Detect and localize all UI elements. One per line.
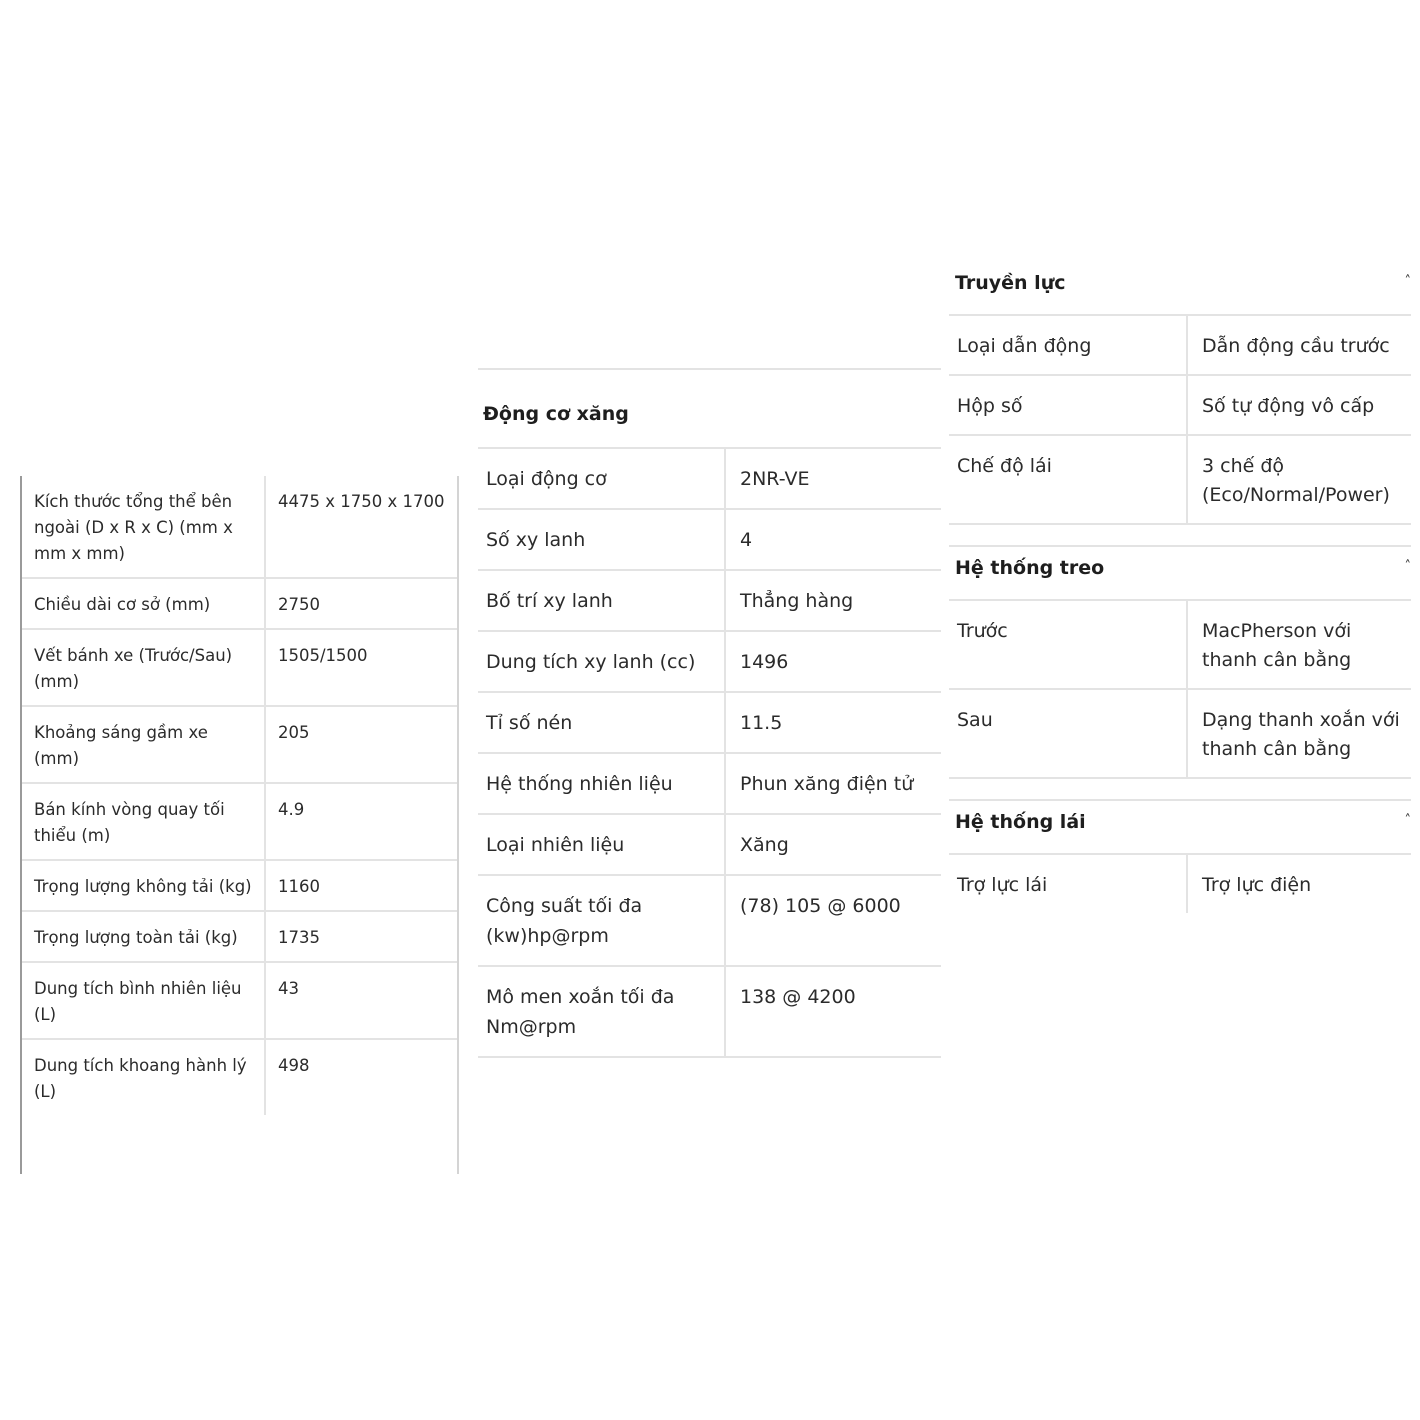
chevron-up-icon[interactable]: ˄ — [1404, 274, 1411, 289]
table-row — [22, 911, 457, 962]
table-row — [22, 476, 457, 578]
chevron-up-icon[interactable]: ˄ — [1404, 559, 1411, 574]
transmission-section — [949, 262, 1411, 525]
section-title-steering: Hệ thống lái — [955, 811, 1086, 833]
table-row — [478, 631, 941, 692]
table-row — [22, 1039, 457, 1115]
spec-value: 2NR-VE — [725, 449, 941, 509]
table-row — [22, 962, 457, 1039]
spec-value: 3 chế độ (Eco/Normal/Power) — [1187, 435, 1411, 524]
table-row — [949, 601, 1411, 689]
table-row — [949, 316, 1411, 375]
section-title-engine[interactable]: Động cơ xăng — [478, 370, 941, 449]
spec-label: Số xy lanh — [478, 509, 725, 570]
steering-section — [949, 801, 1411, 913]
spec-label: Loại động cơ — [478, 449, 725, 509]
spec-label: Bố trí xy lanh — [478, 570, 725, 631]
chevron-up-icon[interactable]: ˄ — [1404, 813, 1411, 828]
spec-label: Tỉ số nén — [478, 692, 725, 753]
spec-label: Trọng lượng toàn tải (kg) — [22, 911, 265, 962]
table-row — [949, 435, 1411, 524]
section-header-suspension[interactable] — [949, 547, 1411, 601]
spec-value: Trợ lực điện — [1202, 874, 1312, 896]
spec-label: Hộp số — [949, 375, 1187, 435]
steering-table — [949, 855, 1411, 913]
spec-value: 1735 — [265, 911, 457, 962]
table-row — [478, 753, 941, 814]
spec-label: Trước — [949, 601, 1187, 689]
table-row — [478, 692, 941, 753]
spec-value: Dẫn động cầu trước — [1187, 316, 1411, 375]
spec-value: Thẳng hàng — [725, 570, 941, 631]
spec-value: 138 @ 4200 — [725, 966, 941, 1057]
spec-value: 4.9 — [265, 783, 457, 860]
table-row — [478, 509, 941, 570]
table-row — [478, 875, 941, 966]
spec-label: Hệ thống nhiên liệu — [478, 753, 725, 814]
spec-value: 498 — [278, 1056, 310, 1075]
divider — [949, 525, 1411, 547]
spec-value: Xăng — [725, 814, 941, 875]
table-row — [478, 570, 941, 631]
spec-label: Dung tích xy lanh (cc) — [478, 631, 725, 692]
spec-label: Công suất tối đa (kw)hp@rpm — [478, 875, 725, 966]
table-row — [949, 855, 1411, 913]
suspension-table — [949, 601, 1411, 779]
section-title-suspension: Hệ thống treo — [955, 557, 1105, 579]
spec-value: 43 — [265, 962, 457, 1039]
engine-panel — [478, 368, 941, 1058]
spec-value: 4 — [725, 509, 941, 570]
spec-value: Dạng thanh xoắn với thanh cân bằng — [1187, 689, 1411, 778]
drivetrain-panel — [949, 262, 1411, 913]
table-row — [478, 449, 941, 509]
spec-label: Dung tích khoang hành lý (L) — [22, 1039, 265, 1115]
spec-label: Dung tích bình nhiên liệu (L) — [22, 962, 265, 1039]
spec-label: Khoảng sáng gầm xe (mm) — [22, 706, 265, 783]
spec-value: Số tự động vô cấp — [1187, 375, 1411, 435]
table-row — [949, 375, 1411, 435]
spec-label: Mô men xoắn tối đa Nm@rpm — [478, 966, 725, 1057]
spec-value: 1496 — [725, 631, 941, 692]
dimensions-panel — [20, 476, 459, 1174]
table-row — [949, 689, 1411, 778]
spec-label: Chiều dài cơ sở (mm) — [22, 578, 265, 629]
spec-value: 4475 x 1750 x 1700 — [265, 476, 457, 578]
spec-value: MacPherson với thanh cân bằng — [1187, 601, 1411, 689]
engine-table — [478, 449, 941, 1058]
transmission-table — [949, 316, 1411, 525]
table-row — [478, 966, 941, 1057]
suspension-section — [949, 547, 1411, 779]
spec-value: 1505/1500 — [265, 629, 457, 706]
spec-value: (78) 105 @ 6000 — [725, 875, 941, 966]
spec-label: Sau — [949, 689, 1187, 778]
table-row — [22, 783, 457, 860]
dimensions-table — [22, 476, 457, 1115]
spec-label: Trợ lực lái — [949, 855, 1187, 913]
spec-label: Vết bánh xe (Trước/Sau) (mm) — [22, 629, 265, 706]
spec-label: Trọng lượng không tải (kg) — [22, 860, 265, 911]
spec-label: Loại nhiên liệu — [478, 814, 725, 875]
table-row — [22, 629, 457, 706]
section-header-steering[interactable] — [949, 801, 1411, 855]
spec-label: Kích thước tổng thể bên ngoài (D x R x C) (mm x mm x mm) — [22, 476, 265, 578]
table-row — [22, 578, 457, 629]
spec-value: 205 — [265, 706, 457, 783]
section-title-transmission: Truyền lực — [955, 272, 1066, 294]
table-row — [478, 814, 941, 875]
divider — [949, 779, 1411, 801]
spec-value: 11.5 — [725, 692, 941, 753]
spec-label: Loại dẫn động — [949, 316, 1187, 375]
spec-value: Phun xăng điện tử — [725, 753, 941, 814]
spec-label: Chế độ lái — [949, 435, 1187, 524]
spec-label: Bán kính vòng quay tối thiểu (m) — [22, 783, 265, 860]
spec-value: 2750 — [265, 578, 457, 629]
spec-value: 1160 — [265, 860, 457, 911]
table-row — [22, 860, 457, 911]
table-row — [22, 706, 457, 783]
section-header-transmission[interactable] — [949, 262, 1411, 316]
